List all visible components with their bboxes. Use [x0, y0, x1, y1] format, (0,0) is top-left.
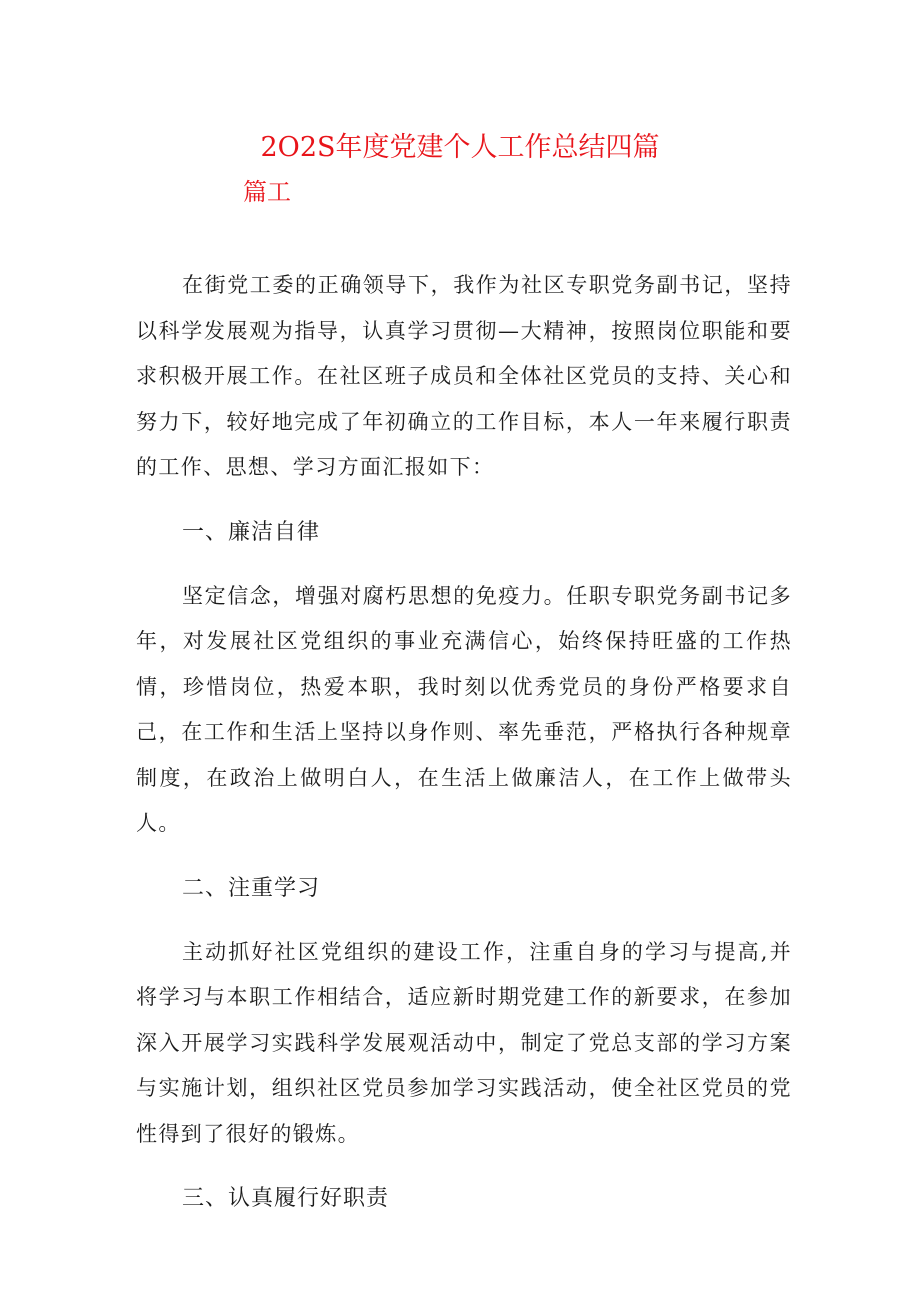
document-title: 2O2S年度党建个人工作总结四篇 [260, 132, 660, 163]
document-body [136, 263, 792, 1240]
document-subtitle: 篇工 [243, 178, 291, 206]
section-paragraph-2: 主动抓好社区党组织的建设工作，注重自身的学习与提高,并将学习与本职工作相结合，适应新时期党建工作的新要求，在参加深入开展学习实践科学发展观活动中，制定了党总支部的学习方案与实施计划，组织社区党员参加学习实践活动，使全社区党员的党性得到了很好的锻炼。 [136, 939, 792, 1146]
section-paragraph-1: 坚定信念，增强对腐朽思想的免疫力。任职专职党务副书记多年，对发展社区党组织的事业充满信心，始终保持旺盛的工作热情，珍惜岗位，热爱本职，我时刻以优秀党员的身份严格要求自己，在工作和生活上坚持以身作则、率先垂范，严格执行各种规章制度，在政治上做明白人，在生活上做廉洁人，在工作上做带头人。 [136, 583, 792, 835]
section-heading-2: 二、注重学习 [182, 875, 321, 901]
intro-paragraph: 在街党工委的正确领导下，我作为社区专职党务副书记，坚持以科学发展观为指导，认真学习贯彻—大精神，按照岗位职能和要求积极开展工作。在社区班子成员和全体社区党员的支持、关心和努力下，较好地完成了年初确立的工作目标，本人一年来履行职责的工作、思想、学习方面汇报如下： [136, 273, 792, 479]
section-heading-3: 三、认真履行好职责 [182, 1186, 390, 1211]
section-heading-1: 一、廉洁自律 [182, 519, 321, 545]
